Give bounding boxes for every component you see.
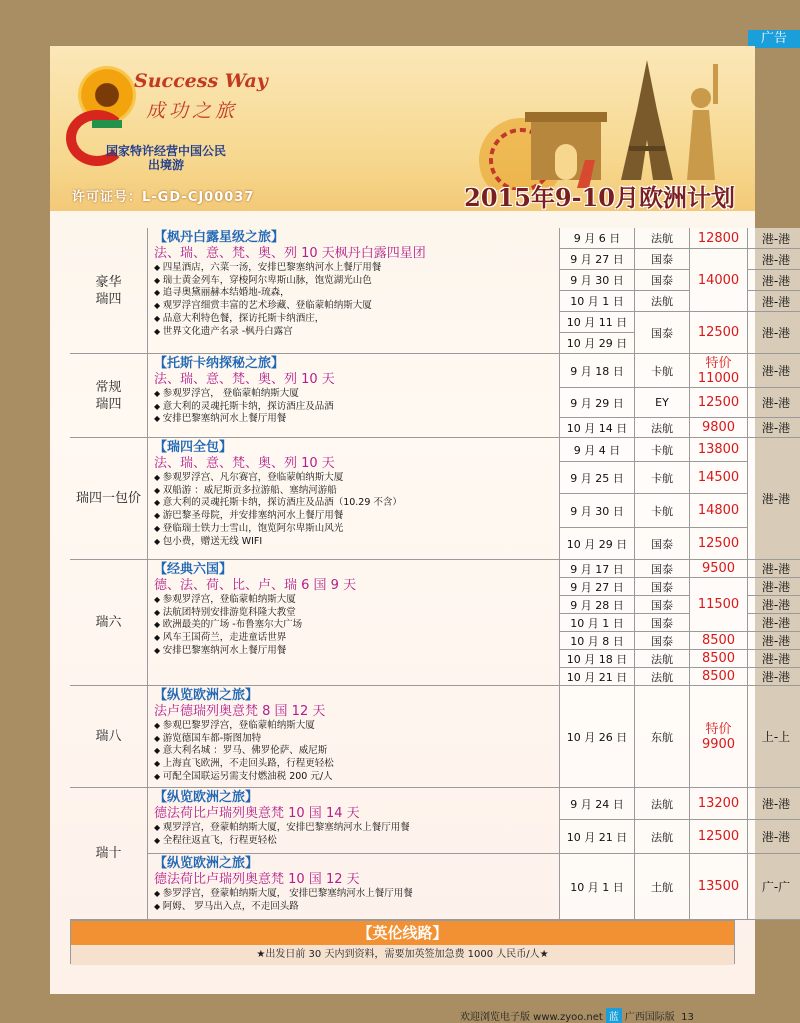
- price: 12500: [690, 388, 748, 418]
- airline: 东航: [635, 686, 690, 788]
- tour-name: 【托斯卡纳探秘之旅】: [154, 356, 285, 371]
- airline: 卡航: [635, 462, 690, 494]
- airline: 法航: [635, 820, 690, 854]
- airline: 法航: [635, 418, 690, 438]
- tour-feature: ◆ 全程往返直飞，行程更轻松: [154, 835, 553, 848]
- group-regular-swiss4: [70, 354, 148, 438]
- price: 8500: [690, 632, 748, 650]
- ad-tag: 广告: [748, 30, 800, 48]
- tour-feature: ◆ 瑞士黄金列车，穿梭阿尔卑斯山脉，饱览湖光山色: [154, 275, 553, 288]
- tour-name: 【纵览欧洲之旅】: [154, 790, 259, 805]
- departure-date: 10 月 21 日: [560, 668, 635, 686]
- departure-date: 9 月 29 日: [560, 388, 635, 418]
- licensed-text: [106, 144, 226, 172]
- tour-feature: ◆ 可配全国联运另需支付燃油税 200 元/人: [154, 771, 553, 784]
- airline: 国泰: [635, 578, 690, 596]
- route-code: 港-港: [748, 438, 800, 560]
- departure-date: 10 月 29 日: [560, 333, 635, 354]
- licensed-line-1: 国家特许经营中国公民: [106, 144, 227, 158]
- airline: 土航: [635, 854, 690, 920]
- tour-table: [70, 228, 791, 920]
- group-eight-countries: [70, 686, 148, 788]
- tour-route: 德、法、荷、比、卢、瑞 6 国 9 天: [154, 578, 357, 593]
- departure-date: 10 月 1 日: [560, 614, 635, 632]
- tour-block: [148, 354, 560, 438]
- tour-feature: ◆ 安排巴黎塞纳河水上餐厅用餐: [154, 645, 553, 658]
- tour-feature: ◆ 品意大利特色餐，探访托斯卡纳酒庄，: [154, 313, 553, 326]
- tour-route: 法、瑞、意、梵、奥、列 10 天: [154, 456, 335, 471]
- group-label: 瑞十: [95, 846, 122, 861]
- tour-feature: ◆ 参观巴黎罗浮宫，登临蒙帕纳斯大厦: [154, 720, 553, 733]
- footer-text: 欢迎浏览电子版 www.zyoo.net: [460, 1012, 603, 1023]
- tour-feature: ◆ 欧洲最美的广场 -布鲁塞尔大广场: [154, 619, 553, 632]
- tour-feature: ◆ 上海直飞欧洲，不走回头路，行程更轻松: [154, 758, 553, 771]
- route-code: 港-港: [748, 578, 800, 596]
- departure-date: 10 月 1 日: [560, 854, 635, 920]
- price: 14500: [690, 462, 748, 494]
- route-code: 港-港: [748, 418, 800, 438]
- departure-date: 10 月 14 日: [560, 418, 635, 438]
- airline: 国泰: [635, 249, 690, 270]
- departure-date: 9 月 30 日: [560, 270, 635, 291]
- route-code: 港-港: [748, 354, 800, 388]
- departure-date: 10 月 1 日: [560, 291, 635, 312]
- tour-feature: ◆ 登临瑞士铁力士雪山，饱览阿尔卑斯山风光: [154, 523, 553, 536]
- tour-route: 德法荷比卢瑞列奥意梵 10 国 12 天: [154, 872, 360, 887]
- tour-feature: ◆ 追寻奥黛丽赫本结婚地-琉森，: [154, 287, 553, 300]
- departure-date: 10 月 11 日: [560, 312, 635, 333]
- airline: 法航: [635, 788, 690, 820]
- airline: 卡航: [635, 354, 690, 388]
- footer-edition: 广西国际版: [624, 1012, 675, 1023]
- tour-name: 【瑞四全包】: [154, 440, 233, 455]
- tour-feature: ◆ 观罗浮宫，登蒙帕纳斯大厦，安排巴黎塞纳河水上餐厅用餐: [154, 822, 553, 835]
- landmarks-icon: [461, 50, 741, 190]
- plan-title: 2015年9-10月欧洲计划: [464, 183, 735, 211]
- airline: 法航: [635, 650, 690, 668]
- price: 9800: [690, 418, 748, 438]
- logo-bar-icon: [92, 120, 122, 128]
- tour-feature: ◆ 世界文化遗产名录 -枫丹白露宫: [154, 326, 553, 339]
- price: 特价 9900: [690, 686, 748, 788]
- tour-name: 【纵览欧洲之旅】: [154, 688, 259, 703]
- uk-title: 【英伦线路】: [71, 921, 734, 945]
- departure-date: 9 月 24 日: [560, 788, 635, 820]
- route-code: 港-港: [748, 270, 800, 291]
- departure-date: 9 月 6 日: [560, 228, 635, 249]
- brand-chinese: 成功之旅: [146, 100, 239, 122]
- tour-route: 法卢德瑞列奥意梵 8 国 12 天: [154, 704, 326, 719]
- route-code: 港-港: [748, 632, 800, 650]
- departure-date: 9 月 17 日: [560, 560, 635, 578]
- tour-feature: ◆ 观罗浮宫细赏丰富的艺术珍藏、登临蒙帕纳斯大厦: [154, 300, 553, 313]
- airline: 卡航: [635, 494, 690, 528]
- airline: 国泰: [635, 632, 690, 650]
- uk-section: [70, 920, 735, 964]
- departure-date: 10 月 8 日: [560, 632, 635, 650]
- group-label: 豪华 瑞四: [95, 274, 122, 307]
- tour-feature: ◆ 意大利名城 ：罗马、佛罗伦萨、威尼斯: [154, 745, 553, 758]
- price: 13800: [690, 438, 748, 462]
- tour-feature: ◆ 游览德国车都-斯图加特: [154, 733, 553, 746]
- route-code: 港-港: [748, 614, 800, 632]
- tour-feature: ◆ 包小费，赠送无线 WIFI: [154, 536, 553, 549]
- route-code: 港-港: [748, 650, 800, 668]
- route-code: 港-港: [748, 788, 800, 820]
- group-luxury-swiss4: [70, 228, 148, 354]
- tour-feature: ◆ 参观罗浮宫，登临蒙帕纳斯大厦: [154, 594, 553, 607]
- price: 11500: [690, 578, 748, 632]
- route-code: 港-港: [748, 388, 800, 418]
- tour-feature: ◆ 游巴黎圣母院，并安排塞纳河水上餐厅用餐: [154, 510, 553, 523]
- airline: EY: [635, 388, 690, 418]
- page-number: 13: [681, 1012, 694, 1023]
- tour-feature: ◆ 阿姆、 罗马出入点，不走回头路: [154, 901, 553, 914]
- route-code: 港-港: [748, 668, 800, 686]
- price: 14800: [690, 494, 748, 528]
- airline: 国泰: [635, 528, 690, 560]
- airline: 国泰: [635, 614, 690, 632]
- tour-feature: ◆ 参观罗浮宫， 登临蒙帕纳斯大厦: [154, 388, 553, 401]
- tour-feature: ◆ 法航团特别安排游览科隆大教堂: [154, 607, 553, 620]
- group-package-swiss4: [70, 438, 148, 560]
- price: 12500: [690, 528, 748, 560]
- price: 13200: [690, 788, 748, 820]
- tour-feature: ◆ 风车王国荷兰，走进童话世界: [154, 632, 553, 645]
- group-label: 瑞六: [95, 615, 122, 630]
- route-code: 港-港: [748, 228, 800, 249]
- route-code: 港-港: [748, 596, 800, 614]
- departure-date: 9 月 30 日: [560, 494, 635, 528]
- route-code: 上-上: [748, 686, 800, 788]
- footer: [460, 1008, 694, 1023]
- group-label: 瑞八: [95, 729, 122, 744]
- tour-block: [148, 438, 560, 560]
- header-banner: [50, 46, 755, 211]
- price: 8500: [690, 650, 748, 668]
- departure-date: 10 月 21 日: [560, 820, 635, 854]
- tour-feature: ◆ 意大利的灵魂托斯卡纳，探访酒庄及品酒（10.29 不含）: [154, 497, 553, 510]
- tour-feature: ◆ 安排巴黎塞纳河水上餐厅用餐: [154, 413, 553, 426]
- departure-date: 9 月 18 日: [560, 354, 635, 388]
- airline: 国泰: [635, 596, 690, 614]
- permit-number: 许可证号：L-GD-CJ00037: [72, 190, 255, 205]
- group-label: 瑞四一包价: [75, 491, 141, 506]
- tour-block: [148, 560, 560, 686]
- tour-route: 法、瑞、意、梵、奥、列 10 天枫丹白露四星团: [154, 246, 426, 261]
- departure-date: 10 月 26 日: [560, 686, 635, 788]
- group-six-countries: [70, 560, 148, 686]
- airline: 国泰: [635, 270, 690, 291]
- price: 12800: [690, 228, 748, 249]
- uk-note: ★出发日前 30 天内到资料，需要加英签加急费 1000 人民币/人★: [71, 945, 734, 965]
- airline: 法航: [635, 668, 690, 686]
- tour-route: 法、瑞、意、梵、奥、列 10 天: [154, 372, 335, 387]
- tour-route: 德法荷比卢瑞列奥意梵 10 国 14 天: [154, 806, 360, 821]
- tour-feature: ◆ 参罗浮宫，登蒙帕纳斯大厦， 安排巴黎塞纳河水上餐厅用餐: [154, 888, 553, 901]
- tour-block: [148, 228, 560, 354]
- tour-block: [148, 686, 560, 788]
- route-code: 港-港: [748, 312, 800, 354]
- footer-badge: 蓝: [606, 1008, 622, 1023]
- route-code: 广-广: [748, 854, 800, 920]
- tour-block: [148, 788, 560, 854]
- licensed-line-2: 出境游: [148, 158, 185, 172]
- brand-english: Success Way: [134, 70, 268, 92]
- route-code: 港-港: [748, 291, 800, 312]
- group-label: 常规 瑞四: [95, 379, 122, 412]
- departure-date: 9 月 27 日: [560, 249, 635, 270]
- departure-date: 9 月 4 日: [560, 438, 635, 462]
- tour-feature: ◆ 四星酒店，六菜一汤，安排巴黎塞纳河水上餐厅用餐: [154, 262, 553, 275]
- airline: 国泰: [635, 312, 690, 354]
- departure-date: 9 月 28 日: [560, 596, 635, 614]
- tour-name: 【经典六国】: [154, 562, 233, 577]
- airline: 卡航: [635, 438, 690, 462]
- departure-date: 10 月 18 日: [560, 650, 635, 668]
- price: 12500: [690, 312, 748, 354]
- price: 12500: [690, 820, 748, 854]
- tour-feature: ◆ 意大利的灵魂托斯卡纳，探访酒庄及品酒: [154, 401, 553, 414]
- price: 13500: [690, 854, 748, 920]
- departure-date: 9 月 25 日: [560, 462, 635, 494]
- tour-feature: ◆ 参观罗浮宫、凡尔赛宫，登临蒙帕纳斯大厦: [154, 472, 553, 485]
- tour-name: 【纵览欧洲之旅】: [154, 856, 259, 871]
- airline: 法航: [635, 291, 690, 312]
- tour-feature: ◆ 双船游 ：威尼斯贡多拉游船、塞纳河游船: [154, 485, 553, 498]
- route-code: 港-港: [748, 560, 800, 578]
- tour-block: [148, 854, 560, 920]
- departure-date: 9 月 27 日: [560, 578, 635, 596]
- route-code: 港-港: [748, 249, 800, 270]
- route-code: 港-港: [748, 820, 800, 854]
- airline: 国泰: [635, 560, 690, 578]
- price: 9500: [690, 560, 748, 578]
- airline: 法航: [635, 228, 690, 249]
- price: 8500: [690, 668, 748, 686]
- group-ten-countries: [70, 788, 148, 920]
- departure-date: 10 月 29 日: [560, 528, 635, 560]
- price: 14000: [690, 249, 748, 312]
- price: 特价 11000: [690, 354, 748, 388]
- tour-name: 【枫丹白露星级之旅】: [154, 230, 285, 245]
